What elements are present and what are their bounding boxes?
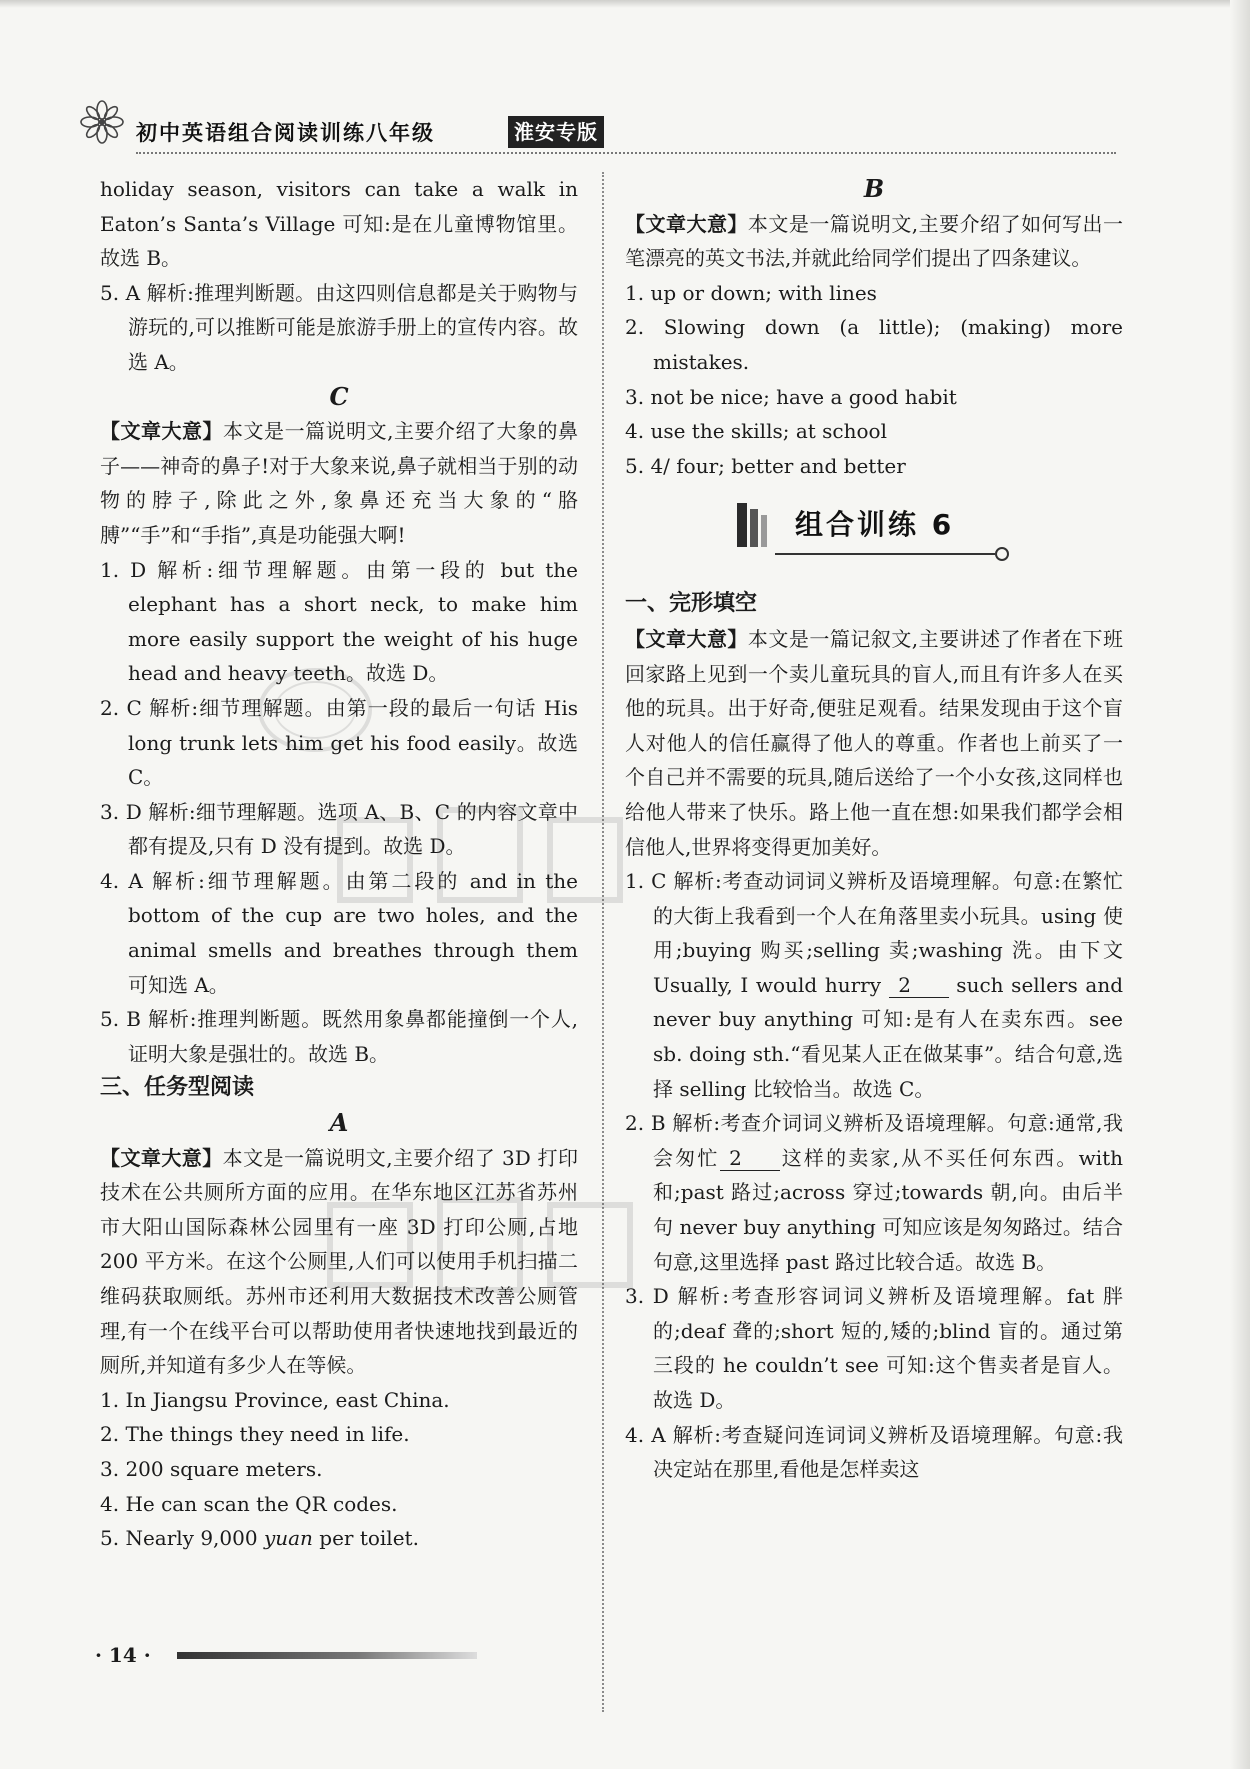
answer-item: 4. He can scan the QR codes. — [100, 1491, 398, 1516]
exercise-banner — [625, 489, 1123, 579]
summary-label: 【文章大意】 — [100, 419, 224, 444]
summary-label: 【文章大意】 — [100, 1145, 223, 1170]
part-1-heading: 一、完形填空 — [625, 591, 758, 617]
answer-item: 5. A 解析:推理判断题。由这四则信息都是关于购物与游玩的,可以推断可能是旅游手册上的宣传内容。故选 A。 — [100, 280, 578, 374]
answer-item: 3. not be nice; have a good habit — [625, 384, 957, 409]
answer-item: 5. B 解析:推理判断题。既然用象鼻都能撞倒一个人,证明大象是强壮的。故选 B。 — [100, 1007, 578, 1066]
flower-icon — [80, 100, 124, 144]
right-column — [625, 172, 1123, 1487]
banner-bars-icon — [737, 503, 767, 547]
answer-continuation: holiday season, visitors can take a walk in Eaton’s Santa’s Village 可知:是在儿童博物馆里。故选 B。 — [100, 177, 578, 271]
summary-text: 本文是一篇说明文,主要介绍了大象的鼻子——神奇的鼻子!对于大象来说,鼻子就相当于别的动物的脖子,除此之外,象鼻还充当大象的“胳膊”“手”和“手指”,真是功能强大啊! — [100, 419, 579, 547]
watermark-stamp-graphic — [255, 665, 375, 755]
watermark-stamp-graphic — [330, 800, 640, 920]
answer-italic-word: yuan — [263, 1526, 313, 1551]
footer-gradient-bar — [177, 1652, 477, 1659]
edition-badge: 淮安专版 — [508, 116, 604, 148]
summary-text: 本文是一篇说明文,主要介绍了如何写出一笔漂亮的英文书法,并就此给同学们提出了四条建议。 — [625, 211, 1124, 271]
answer-item: 2. Slowing down (a little); (making) more mistakes. — [625, 315, 1123, 374]
answer-item — [625, 864, 1123, 1106]
answer-item: 3. 200 square meters. — [100, 1456, 323, 1481]
section-b-summary — [625, 207, 1123, 276]
summary-text: 本文是一篇记叙文,主要讲述了作者在下班回家路上见到一个卖儿童玩具的盲人,而且有许多人在买他的玩具。出于好奇,便驻足观看。结果发现由于这个盲人对他人的信任赢得了他人的尊重。作者也上前买了一个自己并不需要的玩具,随后送给了一个小女孩,这同样也给他人带来了快乐。路上他一直在想:如果我们都学会相信他人,世界将变得更加美好。 — [625, 626, 1124, 859]
column-divider — [602, 172, 604, 1712]
answer-item: 1. In Jiangsu Province, east China. — [100, 1387, 450, 1412]
summary-text: 本文是一篇说明文,主要介绍了 3D 打印技术在公共厕所方面的应用。在华东地区江苏省苏州市大阳山国际森林公园里有一座 3D 打印公厕,占地 200 平方米。在这个公厕里,人们可以使用手机扫描二维码获取厕纸。苏州市还利用大数据技术改善公厕管理,有一个在线平台可以帮助使用者快速地找到最近的厕所,并知道有多少人在等候。 — [100, 1145, 578, 1378]
section-c-heading: C — [329, 381, 349, 411]
answer-item: 2. C 解析:细节理解题。由第一段的最后一句话 His long trunk lets him get his food easily。故选 C。 — [100, 695, 578, 790]
answer-text: per toilet. — [312, 1526, 419, 1551]
answer-item — [625, 1106, 1123, 1279]
answer-text: 这样的卖家,从不买任何东西。with 和;past 路过;across 穿过;towards 朝,向。由后半句 never buy anything 可知应该是匆匆路过。结合句意,这里选择 past 路过比较合适。故选 B。 — [653, 1145, 1124, 1274]
answer-item: 3. D 解析:考查形容词词义辨析及语境理解。fat 胖的;deaf 聋的;short 短的,矮的;blind 盲的。通过第三段的 he couldn’t see 可知:这个售卖者是盲人。故选 D。 — [625, 1284, 1123, 1412]
answer-text: 1. C 解析:考查动词词义辨析及语境理解。句意:在繁忙的大街上我看到一个人在角落里卖小玩具。using 使用;buying 购买;selling 卖;washing 洗。由下文 Usually, I would hurry — [625, 869, 1123, 997]
banner-title: 组合训练 6 — [795, 508, 955, 542]
answer-item: 4. A 解析:细节理解题。由第二段的 and in the bottom of the cup are two holes, and the animal smells and breathes through them 可知选 A。 — [100, 868, 578, 997]
banner-rule — [775, 553, 995, 555]
page-header — [72, 92, 1117, 152]
answer-item: 1. up or down; with lines — [625, 280, 877, 305]
section-a-heading: A — [329, 1108, 349, 1138]
answer-text: 5. Nearly 9,000 — [100, 1526, 264, 1551]
cloze-summary — [625, 622, 1123, 864]
header-dotted-rule — [136, 152, 1116, 154]
answer-item: 2. The things they need in life. — [100, 1422, 410, 1447]
answer-item: 1. D 解析:细节理解题。由第一段的 but the elephant has a short neck, to make him more easily support the weight of his huge head and heavy teeth。故选 D。 — [100, 557, 578, 686]
section-c-summary — [100, 414, 578, 552]
answer-item: 4. use the skills; at school — [625, 419, 887, 444]
banner-dot — [995, 547, 1009, 561]
answer-text: 2. B 解析:考查介词词义辨析及语境理解。句意:通常,我会匆忙 — [625, 1111, 1123, 1170]
part-3-heading: 三、任务型阅读 — [100, 1075, 255, 1101]
answer-text: such sellers and never buy anything 可知:是有人在卖东西。see sb. doing sth.“看见某人正在做某事”。结合句意,选择 selling 比较恰当。故选 C。 — [653, 972, 1123, 1101]
summary-label: 【文章大意】 — [625, 211, 748, 236]
answer-item: 5. 4/ four; better and better — [625, 453, 906, 478]
section-b-heading: B — [863, 174, 885, 203]
page-number: · 14 · — [95, 1643, 151, 1667]
page-footer — [95, 1640, 495, 1670]
answer-item: 4. A 解析:考查疑问连词词义辨析及语境理解。句意:我决定站在那里,看他是怎样卖这 — [625, 1422, 1123, 1482]
blank-number: 2 — [720, 1146, 780, 1171]
answer-item — [100, 1521, 578, 1556]
summary-label: 【文章大意】 — [625, 626, 748, 651]
watermark-stamp-graphic — [320, 1190, 640, 1300]
blank-number: 2 — [889, 973, 949, 998]
answer-item: 3. D 解析:细节理解题。选项 A、B、C 的内容文章中都有提及,只有 D 没有提到。故选 D。 — [100, 799, 578, 859]
book-title: 初中英语组合阅读训练八年级 — [136, 121, 435, 145]
